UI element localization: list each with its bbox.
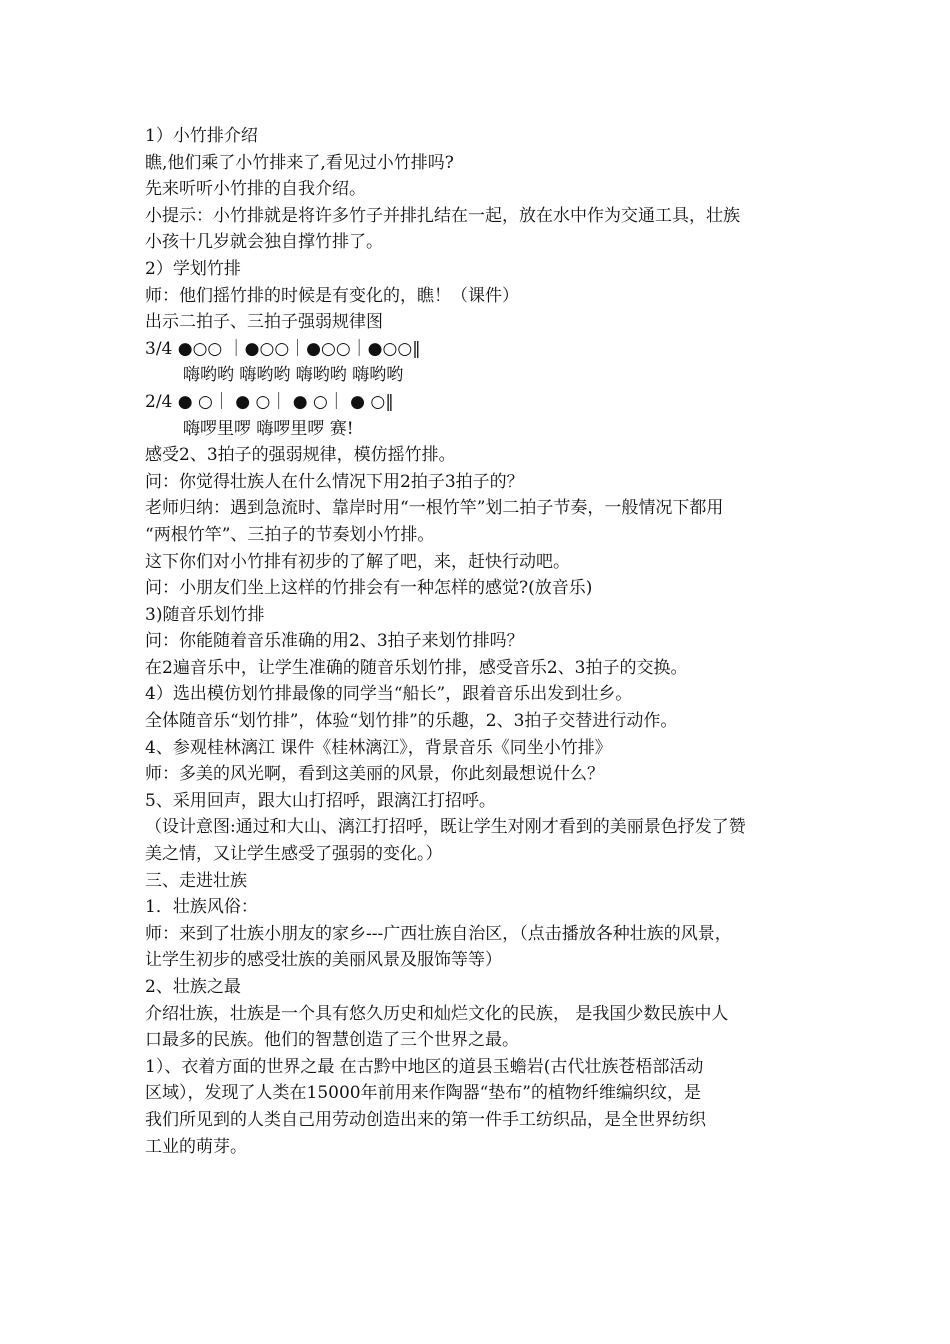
text-line: 在2遍音乐中，让学生准确的随音乐划竹排，感受音乐2、3拍子的交换。 — [145, 657, 688, 678]
text-line: 师：来到了壮族小朋友的家乡---广西壮族自治区，（点击播放各种壮族的风景， — [145, 923, 732, 944]
text-line: 口最多的民族。他们的智慧创造了三个世界之最。 — [145, 1030, 519, 1051]
text-line: 感受2、3拍子的强弱规律，模仿摇竹排。 — [145, 445, 456, 466]
text-line: 这下你们对小竹排有初步的了解了吧，来，赶快行动吧。 — [145, 551, 570, 572]
document-body — [145, 123, 825, 1160]
rhythm-2-4: 2/4 ● ○｜ ● ○｜ ● ○｜ ● ○‖ — [145, 391, 394, 412]
text-line: 师：多美的风光啊，看到这美丽的风景，你此刻最想说什么？ — [145, 764, 604, 785]
text-line: 出示二拍子、三拍子强弱规律图 — [145, 312, 383, 333]
heading-bamboo-raft-intro: 1）小竹排介绍 — [145, 126, 258, 146]
text-line: 1）、衣着方面的世界之最 在古黔中地区的道县玉蟾岩(古代壮族苍梧部活动 — [145, 1056, 704, 1077]
heading-customs: 1．壮族风俗： — [145, 897, 258, 918]
text-line: 全体随音乐“划竹排”，体验“划竹排”的乐趣，2、3拍子交替进行动作。 — [145, 711, 678, 732]
heading-zhuang-bests: 2、壮族之最 — [145, 977, 241, 997]
heading-echo: 5、采用回声，跟大山打招呼，跟漓江打招呼。 — [145, 790, 496, 811]
text-line: 小提示：小竹排就是将许多竹子并排扎结在一起，放在水中作为交通工具，壮族 — [145, 205, 740, 226]
text-line: 4）选出模仿划竹排最像的同学当“船长”，跟着音乐出发到壮乡。 — [145, 684, 633, 705]
text-line: 介绍壮族，壮族是一个具有悠久历史和灿烂文化的民族， 是我国少数民族中人 — [145, 1003, 729, 1024]
section-heading-zhuang: 三、走进壮族 — [145, 870, 247, 891]
text-line: 小孩十几岁就会独自撑竹排了。 — [145, 232, 383, 253]
text-line: “两根竹竿”、三拍子的节奏划小竹排。 — [145, 524, 435, 545]
text-line: 区域），发现了人类在15000年前用来作陶器“垫布”的植物纤维编织纹，是 — [145, 1083, 701, 1104]
text-line: 让学生初步的感受壮族的美丽风景及服饰等等） — [145, 950, 502, 971]
lyrics-3-4: 嗨哟哟 嗨哟哟 嗨哟哟 嗨哟哟 — [183, 365, 404, 386]
text-line: 美之情，又让学生感受了强弱的变化。） — [145, 844, 443, 865]
text-line: 先来听听小竹排的自我介绍。 — [145, 179, 366, 200]
heading-row-with-music: 3)随音乐划竹排 — [145, 604, 265, 625]
heading-visit-lijiang: 4、参观桂林漓江 课件《桂林漓江》，背景音乐《同坐小竹排》 — [145, 737, 612, 758]
text-line: 工业的萌芽。 — [145, 1136, 247, 1157]
text-line: 瞧,他们乘了小竹排来了,看见过小竹排吗? — [145, 152, 454, 173]
text-line: （设计意图:通过和大山、漓江打招呼，既让学生对刚才看到的美丽景色抒发了赞 — [145, 817, 746, 838]
text-line: 老师归纳：遇到急流时、靠岸时用“一根竹竿”划二拍子节奏，一般情况下都用 — [145, 498, 724, 519]
text-line: 师：他们摇竹排的时候是有变化的，瞧！（课件） — [145, 285, 519, 306]
text-line: 我们所见到的人类自己用劳动创造出来的第一件手工纺织品，是全世界纺织 — [145, 1109, 706, 1130]
lyrics-2-4: 嗨啰里啰 嗨啰里啰 赛! — [183, 418, 354, 439]
heading-learn-rowing: 2）学划竹排 — [145, 258, 241, 279]
text-line: 问：小朋友们坐上这样的竹排会有一种怎样的感觉?(放音乐) — [145, 578, 593, 599]
rhythm-3-4: 3/4 ●○○ ｜●○○｜●○○｜●○○‖ — [145, 338, 421, 359]
text-line: 问：你觉得壮族人在什么情况下用2拍子3拍子的？ — [145, 471, 524, 492]
text-line: 问：你能随着音乐准确的用2、3拍子来划竹排吗？ — [145, 631, 524, 652]
